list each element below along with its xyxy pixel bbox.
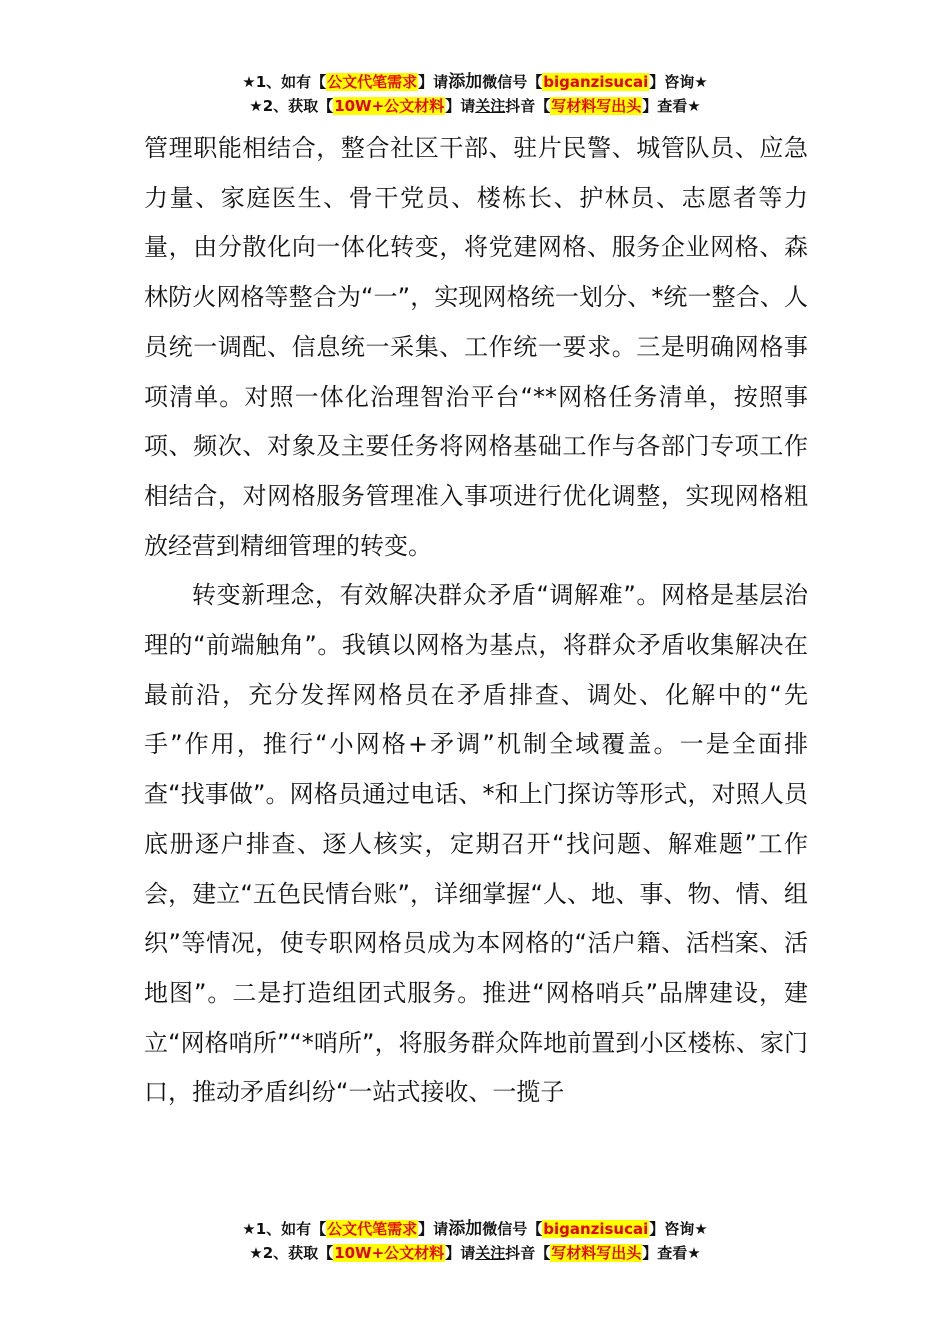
- promo-text: ★2、获取【: [249, 97, 334, 115]
- promo-line-2: [0, 1241, 950, 1265]
- highlight-douyin-account: 写材料写出头: [551, 97, 642, 115]
- promo-text: 】查看★: [642, 97, 701, 115]
- promo-text: 微信号【: [482, 73, 543, 91]
- promo-text: 抖音【: [505, 1244, 551, 1262]
- promo-banner-bottom: [0, 1217, 950, 1265]
- promo-text: 】查看★: [642, 1244, 701, 1262]
- highlight-service: 公文代笔需求: [327, 1220, 418, 1238]
- promo-text: 抖音【: [505, 97, 551, 115]
- promo-emphasis: 添加: [448, 1219, 483, 1239]
- promo-banner-top: [0, 70, 950, 118]
- promo-text: 】请: [418, 1220, 449, 1238]
- promo-line-1: [0, 1217, 950, 1241]
- promo-line-1: [0, 70, 950, 94]
- promo-line-2: [0, 94, 950, 118]
- promo-emphasis: 添加: [448, 72, 483, 92]
- promo-text: 微信号【: [482, 1220, 543, 1238]
- highlight-materials: 10W+公文材料: [334, 97, 445, 115]
- body-paragraph: 转变新理念，有效解决群众矛盾“调解难”。网格是基层治理的“前端触角”。我镇以网格为基点，将群众矛盾收集解决在最前沿，充分发挥网格员在矛盾排查、调处、化解中的“先手”作用，推行“小网格+矛调”机制全域覆盖。一是全面排查“找事做”。网格员通过电话、*和上门探访等形式，对照人员底册逐户排查、逐人核实，定期召开“找问题、解难题”工作会，建立“五色民情台账”，详细掌握“人、地、事、物、情、组织”等情况，使专职网格员成为本网格的“活户籍、活档案、活地图”。二是打造组团式服务。推进“网格哨兵”品牌建设，建立“网格哨所”“*哨所”，将服务群众阵地前置到小区楼栋、家门口，推动矛盾纠纷“一站式接收、一揽子: [144, 581, 808, 1107]
- highlight-wechat-id: biganzisucai: [543, 73, 649, 91]
- promo-text: 】请: [445, 1244, 476, 1262]
- promo-text: ★2、获取【: [249, 1244, 334, 1262]
- promo-emphasis: 关注: [475, 97, 506, 115]
- promo-text: 】请: [445, 97, 476, 115]
- promo-text: ★1、如有【: [242, 1220, 327, 1238]
- promo-text: ★1、如有【: [242, 73, 327, 91]
- highlight-douyin-account: 写材料写出头: [551, 1244, 642, 1262]
- body-paragraph-continued: 管理职能相结合，整合社区干部、驻片民警、城管队员、应急力量、家庭医生、骨干党员、楼栋长、护林员、志愿者等力量，由分散化向一体化转变，将党建网格、服务企业网格、森林防火网格等整合为“一”，实现网格统一划分、*统一整合、人员统一调配、信息统一采集、工作统一要求。三是明确网格事项清单。对照一体化治理智治平台“**网格任务清单，按照事项、频次、对象及主要任务将网格基础工作与各部门专项工作相结合，对网格服务管理准入事项进行优化调整，实现网格粗放经营到精细管理的转变。: [144, 134, 808, 560]
- promo-emphasis: 关注: [475, 1244, 506, 1262]
- highlight-service: 公文代笔需求: [327, 73, 418, 91]
- promo-text: 】咨询★: [649, 73, 708, 91]
- document-body: [144, 124, 808, 1118]
- highlight-materials: 10W+公文材料: [334, 1244, 445, 1262]
- promo-text: 】请: [418, 73, 449, 91]
- promo-text: 】咨询★: [649, 1220, 708, 1238]
- highlight-wechat-id: biganzisucai: [543, 1220, 649, 1238]
